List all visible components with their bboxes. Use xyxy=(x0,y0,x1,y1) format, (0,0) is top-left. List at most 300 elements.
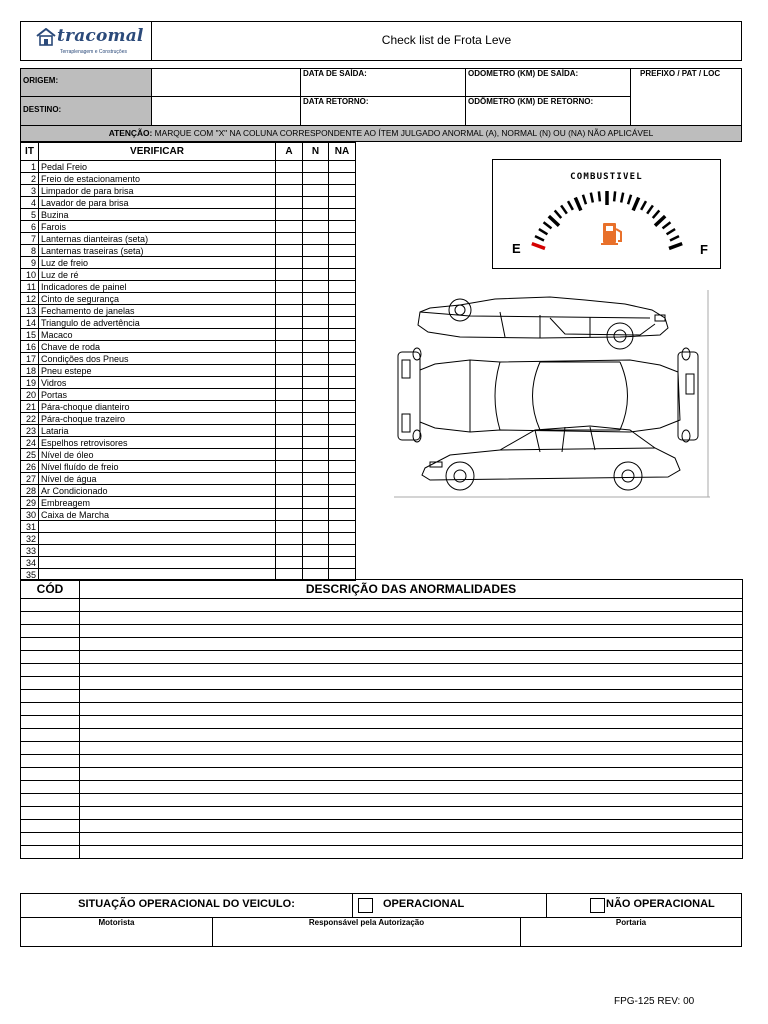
anomaly-description-cell[interactable] xyxy=(80,716,743,729)
gauge-tick xyxy=(667,229,676,234)
mark-na-cell[interactable] xyxy=(329,257,356,269)
item-label: Lavador de para brisa xyxy=(39,197,276,209)
anomaly-description-cell[interactable] xyxy=(80,625,743,638)
checklist-row xyxy=(21,305,356,317)
operacional-checkbox[interactable] xyxy=(358,898,373,913)
mark-a-cell[interactable] xyxy=(276,521,303,533)
operacional-label: OPERACIONAL xyxy=(383,898,465,910)
anomaly-description-cell[interactable] xyxy=(80,794,743,807)
item-number: 24 xyxy=(21,437,39,449)
item-label: Macaco xyxy=(39,329,276,341)
anomaly-description-cell[interactable] xyxy=(80,599,743,612)
gauge-tick xyxy=(641,201,646,210)
anomaly-description-cell[interactable] xyxy=(80,755,743,768)
anomaly-description-cell[interactable] xyxy=(80,690,743,703)
mark-n-cell[interactable] xyxy=(303,365,329,377)
anomaly-description-cell[interactable] xyxy=(80,651,743,664)
data-retorno-label: DATA RETORNO: xyxy=(303,97,369,106)
anomaly-code-cell[interactable] xyxy=(21,625,80,638)
mark-n-cell[interactable] xyxy=(303,209,329,221)
mark-n-cell[interactable] xyxy=(303,521,329,533)
item-number: 35 xyxy=(21,569,39,581)
mark-na-cell[interactable] xyxy=(329,377,356,389)
item-label: Limpador de para brisa xyxy=(39,185,276,197)
gauge-tick xyxy=(621,193,623,203)
anomaly-description-cell[interactable] xyxy=(80,638,743,651)
mark-na-cell[interactable] xyxy=(329,509,356,521)
mark-a-cell[interactable] xyxy=(276,257,303,269)
anomaly-description-cell[interactable] xyxy=(80,781,743,794)
mark-na-cell[interactable] xyxy=(329,365,356,377)
mark-na-cell[interactable] xyxy=(329,293,356,305)
origem-field[interactable] xyxy=(151,68,301,97)
situacao-label: SITUAÇÃO OPERACIONAL DO VEICULO: xyxy=(78,898,295,910)
item-number: 19 xyxy=(21,377,39,389)
origem-label: ORIGEM: xyxy=(23,76,59,85)
anomaly-row xyxy=(21,794,743,807)
mark-n-cell[interactable] xyxy=(303,245,329,257)
nao-operacional-checkbox[interactable] xyxy=(590,898,605,913)
anomaly-code-cell[interactable] xyxy=(21,716,80,729)
mark-a-cell[interactable] xyxy=(276,341,303,353)
anomaly-description-cell[interactable] xyxy=(80,833,743,846)
col-n: N xyxy=(303,143,329,161)
mark-a-cell[interactable] xyxy=(276,185,303,197)
mark-a-cell[interactable] xyxy=(276,221,303,233)
anomaly-code-cell[interactable] xyxy=(21,755,80,768)
mark-na-cell[interactable] xyxy=(329,161,356,173)
checklist-row xyxy=(21,185,356,197)
mark-n-cell[interactable] xyxy=(303,533,329,545)
mark-n-cell[interactable] xyxy=(303,173,329,185)
anomaly-description-cell[interactable] xyxy=(80,664,743,677)
mark-n-cell[interactable] xyxy=(303,293,329,305)
mark-na-cell[interactable] xyxy=(329,557,356,569)
mark-n-cell[interactable] xyxy=(303,401,329,413)
item-label: Pára-choque dianteiro xyxy=(39,401,276,413)
mark-na-cell[interactable] xyxy=(329,521,356,533)
col-descricao: DESCRIÇÃO DAS ANORMALIDADES xyxy=(80,580,743,599)
anomaly-code-cell[interactable] xyxy=(21,820,80,833)
logo-text: tracomal xyxy=(57,26,144,46)
anomaly-code-cell[interactable] xyxy=(21,807,80,820)
mark-a-cell[interactable] xyxy=(276,161,303,173)
mark-a-cell[interactable] xyxy=(276,377,303,389)
mark-a-cell[interactable] xyxy=(276,209,303,221)
checklist-row xyxy=(21,269,356,281)
portaria-label: Portaria xyxy=(615,918,647,927)
mark-a-cell[interactable] xyxy=(276,305,303,317)
item-number: 30 xyxy=(21,509,39,521)
fuel-gauge-label: COMBUSTIVEL xyxy=(570,172,643,182)
car-side-view-top xyxy=(418,297,668,349)
mark-n-cell[interactable] xyxy=(303,197,329,209)
col-it: IT xyxy=(21,143,39,161)
car-top-view xyxy=(398,348,698,442)
anomaly-row xyxy=(21,690,743,703)
item-label: Caixa de Marcha xyxy=(39,509,276,521)
checklist-header-row xyxy=(21,143,356,161)
mark-na-cell[interactable] xyxy=(329,449,356,461)
item-number: 5 xyxy=(21,209,39,221)
mark-a-cell[interactable] xyxy=(276,329,303,341)
mark-n-cell[interactable] xyxy=(303,317,329,329)
item-label: Embreagem xyxy=(39,497,276,509)
anomaly-row xyxy=(21,612,743,625)
mark-na-cell[interactable] xyxy=(329,473,356,485)
item-number: 10 xyxy=(21,269,39,281)
mark-na-cell[interactable] xyxy=(329,221,356,233)
prefixo-label: PREFIXO / PAT / LOC xyxy=(640,69,721,78)
car-side-view-bottom xyxy=(422,426,680,490)
mark-na-cell[interactable] xyxy=(329,233,356,245)
mark-a-cell[interactable] xyxy=(276,353,303,365)
mark-na-cell[interactable] xyxy=(329,269,356,281)
item-label: Lanternas dianteiras (seta) xyxy=(39,233,276,245)
checklist-row xyxy=(21,329,356,341)
mark-a-cell[interactable] xyxy=(276,233,303,245)
anomaly-code-cell[interactable] xyxy=(21,742,80,755)
checklist-row xyxy=(21,389,356,401)
mark-a-cell[interactable] xyxy=(276,545,303,557)
mark-n-cell[interactable] xyxy=(303,473,329,485)
mark-na-cell[interactable] xyxy=(329,209,356,221)
item-label: Buzina xyxy=(39,209,276,221)
item-number: 16 xyxy=(21,341,39,353)
mark-n-cell[interactable] xyxy=(303,413,329,425)
item-number: 22 xyxy=(21,413,39,425)
checklist-row xyxy=(21,497,356,509)
anomaly-code-cell[interactable] xyxy=(21,833,80,846)
mark-na-cell[interactable] xyxy=(329,497,356,509)
mark-a-cell[interactable] xyxy=(276,497,303,509)
checklist-row xyxy=(21,485,356,497)
checklist-row xyxy=(21,317,356,329)
anomaly-code-cell[interactable] xyxy=(21,664,80,677)
item-number: 7 xyxy=(21,233,39,245)
mark-n-cell[interactable] xyxy=(303,449,329,461)
anomaly-row xyxy=(21,599,743,612)
col-verificar: VERIFICAR xyxy=(39,143,276,161)
mark-a-cell[interactable] xyxy=(276,173,303,185)
anomaly-code-cell[interactable] xyxy=(21,612,80,625)
checklist-row xyxy=(21,197,356,209)
mark-a-cell[interactable] xyxy=(276,533,303,545)
col-na: NA xyxy=(329,143,356,161)
item-label: Nível de água xyxy=(39,473,276,485)
anomaly-code-cell[interactable] xyxy=(21,690,80,703)
checklist-row xyxy=(21,161,356,173)
anomaly-code-cell[interactable] xyxy=(21,781,80,794)
mark-a-cell[interactable] xyxy=(276,281,303,293)
item-number: 13 xyxy=(21,305,39,317)
checklist-row xyxy=(21,281,356,293)
anomaly-row xyxy=(21,703,743,716)
item-number: 31 xyxy=(21,521,39,533)
mark-na-cell[interactable] xyxy=(329,533,356,545)
mark-n-cell[interactable] xyxy=(303,353,329,365)
item-label: Condições dos Pneus xyxy=(39,353,276,365)
anomaly-row xyxy=(21,833,743,846)
mark-a-cell[interactable] xyxy=(276,557,303,569)
anomaly-row xyxy=(21,664,743,677)
item-number: 21 xyxy=(21,401,39,413)
anomaly-code-cell[interactable] xyxy=(21,768,80,781)
mark-a-cell[interactable] xyxy=(276,509,303,521)
mark-n-cell[interactable] xyxy=(303,485,329,497)
mark-n-cell[interactable] xyxy=(303,233,329,245)
mark-n-cell[interactable] xyxy=(303,461,329,473)
mark-a-cell[interactable] xyxy=(276,365,303,377)
mark-na-cell[interactable] xyxy=(329,461,356,473)
gauge-tick xyxy=(647,205,653,213)
mark-a-cell[interactable] xyxy=(276,449,303,461)
mark-na-cell[interactable] xyxy=(329,305,356,317)
anomaly-description-cell[interactable] xyxy=(80,612,743,625)
item-number: 23 xyxy=(21,425,39,437)
checklist-row xyxy=(21,221,356,233)
item-number: 29 xyxy=(21,497,39,509)
mark-n-cell[interactable] xyxy=(303,329,329,341)
item-number: 20 xyxy=(21,389,39,401)
item-label: Pedal Freio xyxy=(39,161,276,173)
gauge-tick xyxy=(655,216,665,226)
item-number: 17 xyxy=(21,353,39,365)
anomaly-description-cell[interactable] xyxy=(80,677,743,690)
item-label: Indicadores de painel xyxy=(39,281,276,293)
destino-field[interactable] xyxy=(151,96,301,126)
gauge-tick xyxy=(561,205,567,213)
anomaly-row xyxy=(21,755,743,768)
anomaly-code-cell[interactable] xyxy=(21,677,80,690)
fuel-full-label: F xyxy=(700,242,708,257)
item-label: Chave de roda xyxy=(39,341,276,353)
item-label: Fechamento de janelas xyxy=(39,305,276,317)
gauge-tick xyxy=(669,244,682,249)
mark-n-cell[interactable] xyxy=(303,545,329,557)
item-number: 4 xyxy=(21,197,39,209)
mark-a-cell[interactable] xyxy=(276,401,303,413)
checklist-row xyxy=(21,341,356,353)
gauge-tick xyxy=(653,210,660,218)
data-saida-label: DATA DE SAÍDA: xyxy=(303,69,367,78)
attention-text: MARQUE COM "X" NA COLUNA CORRESPONDENTE AO ÍTEM JULGADO ANORMAL (A), NORMAL (N) OU (NA) NÃO APLICÁVEL xyxy=(152,128,654,138)
anomaly-description-cell[interactable] xyxy=(80,807,743,820)
col-a: A xyxy=(276,143,303,161)
vehicle-damage-diagram xyxy=(390,290,715,502)
mark-a-cell[interactable] xyxy=(276,293,303,305)
checklist-table xyxy=(20,142,356,581)
mark-na-cell[interactable] xyxy=(329,413,356,425)
checklist-row xyxy=(21,401,356,413)
anomaly-code-cell[interactable] xyxy=(21,638,80,651)
anomaly-code-cell[interactable] xyxy=(21,794,80,807)
checklist-row xyxy=(21,461,356,473)
checklist-row xyxy=(21,437,356,449)
gauge-tick xyxy=(555,210,562,218)
mark-a-cell[interactable] xyxy=(276,413,303,425)
mark-a-cell[interactable] xyxy=(276,485,303,497)
anomaly-description-cell[interactable] xyxy=(80,742,743,755)
gauge-tick xyxy=(549,216,559,226)
mark-na-cell[interactable] xyxy=(329,185,356,197)
mark-n-cell[interactable] xyxy=(303,497,329,509)
anomaly-row xyxy=(21,625,743,638)
item-number: 6 xyxy=(21,221,39,233)
item-number: 34 xyxy=(21,557,39,569)
anomaly-code-cell[interactable] xyxy=(21,651,80,664)
item-label: Lataria xyxy=(39,425,276,437)
company-logo xyxy=(36,26,146,58)
mark-n-cell[interactable] xyxy=(303,305,329,317)
mark-na-cell[interactable] xyxy=(329,341,356,353)
anomalies-body xyxy=(21,599,743,859)
gauge-tick xyxy=(633,198,639,211)
mark-a-cell[interactable] xyxy=(276,197,303,209)
item-label: Pneu estepe xyxy=(39,365,276,377)
checklist-row xyxy=(21,365,356,377)
gauge-tick xyxy=(599,191,600,201)
mark-a-cell[interactable] xyxy=(276,437,303,449)
anomaly-description-cell[interactable] xyxy=(80,820,743,833)
logo-house-icon xyxy=(36,28,56,46)
checklist-row xyxy=(21,425,356,437)
mark-na-cell[interactable] xyxy=(329,545,356,557)
mark-a-cell[interactable] xyxy=(276,269,303,281)
anomaly-row xyxy=(21,781,743,794)
gauge-tick xyxy=(535,236,544,240)
mark-n-cell[interactable] xyxy=(303,425,329,437)
gauge-tick xyxy=(544,222,552,228)
anomaly-row xyxy=(21,768,743,781)
mark-n-cell[interactable] xyxy=(303,341,329,353)
item-number: 11 xyxy=(21,281,39,293)
checklist-row xyxy=(21,257,356,269)
mark-n-cell[interactable] xyxy=(303,437,329,449)
item-number: 3 xyxy=(21,185,39,197)
mark-n-cell[interactable] xyxy=(303,161,329,173)
item-label: Espelhos retrovisores xyxy=(39,437,276,449)
item-label: Cinto de segurança xyxy=(39,293,276,305)
mark-n-cell[interactable] xyxy=(303,221,329,233)
fuel-pump-icon xyxy=(601,223,621,245)
item-number: 26 xyxy=(21,461,39,473)
mark-a-cell[interactable] xyxy=(276,425,303,437)
checklist-row xyxy=(21,293,356,305)
checklist-row xyxy=(21,473,356,485)
mark-n-cell[interactable] xyxy=(303,389,329,401)
item-number: 32 xyxy=(21,533,39,545)
motorista-label: Motorista xyxy=(98,918,135,927)
mark-na-cell[interactable] xyxy=(329,317,356,329)
logo-subtitle: Terraplenagem e Construções xyxy=(60,49,127,55)
mark-na-cell[interactable] xyxy=(329,197,356,209)
item-label: Luz de ré xyxy=(39,269,276,281)
item-label: Ar Condicionado xyxy=(39,485,276,497)
mark-na-cell[interactable] xyxy=(329,245,356,257)
mark-n-cell[interactable] xyxy=(303,509,329,521)
anomaly-row xyxy=(21,742,743,755)
mark-na-cell[interactable] xyxy=(329,401,356,413)
anomaly-row xyxy=(21,677,743,690)
item-number: 25 xyxy=(21,449,39,461)
mark-n-cell[interactable] xyxy=(303,257,329,269)
anomaly-row xyxy=(21,729,743,742)
item-number: 2 xyxy=(21,173,39,185)
anomaly-row xyxy=(21,820,743,833)
checklist-body xyxy=(21,161,356,581)
anomaly-description-cell[interactable] xyxy=(80,703,743,716)
checklist-row xyxy=(21,545,356,557)
checklist-row xyxy=(21,533,356,545)
attention-bar xyxy=(20,125,742,142)
mark-na-cell[interactable] xyxy=(329,173,356,185)
anomaly-description-cell[interactable] xyxy=(80,846,743,859)
anomaly-description-cell[interactable] xyxy=(80,729,743,742)
mark-na-cell[interactable] xyxy=(329,485,356,497)
anomaly-code-cell[interactable] xyxy=(21,703,80,716)
item-number: 14 xyxy=(21,317,39,329)
mark-a-cell[interactable] xyxy=(276,461,303,473)
item-label: Triangulo de advertência xyxy=(39,317,276,329)
item-label: Pára-choque trazeiro xyxy=(39,413,276,425)
mark-a-cell[interactable] xyxy=(276,245,303,257)
mark-n-cell[interactable] xyxy=(303,557,329,569)
nao-operacional-label: NÃO OPERACIONAL xyxy=(606,898,715,910)
mark-na-cell[interactable] xyxy=(329,389,356,401)
mark-a-cell[interactable] xyxy=(276,317,303,329)
mark-na-cell[interactable] xyxy=(329,329,356,341)
mark-na-cell[interactable] xyxy=(329,437,356,449)
mark-a-cell[interactable] xyxy=(276,473,303,485)
item-number: 28 xyxy=(21,485,39,497)
anomaly-row xyxy=(21,846,743,859)
gauge-tick xyxy=(568,201,573,210)
mark-a-cell[interactable] xyxy=(276,389,303,401)
mark-n-cell[interactable] xyxy=(303,185,329,197)
gauge-tick xyxy=(532,244,545,249)
item-label: Nível fluído de freio xyxy=(39,461,276,473)
col-cod: CÓD xyxy=(21,580,80,599)
checklist-row xyxy=(21,377,356,389)
anomaly-description-cell[interactable] xyxy=(80,768,743,781)
anomalies-table xyxy=(20,579,743,859)
gauge-tick xyxy=(583,195,586,205)
document-title: Check list de Frota Leve xyxy=(381,33,512,47)
anomaly-code-cell[interactable] xyxy=(21,846,80,859)
anomaly-code-cell[interactable] xyxy=(21,599,80,612)
checklist-row xyxy=(21,413,356,425)
mark-na-cell[interactable] xyxy=(329,353,356,365)
item-number: 1 xyxy=(21,161,39,173)
mark-na-cell[interactable] xyxy=(329,425,356,437)
checklist-row xyxy=(21,557,356,569)
gauge-tick xyxy=(575,198,581,211)
item-number: 33 xyxy=(21,545,39,557)
checklist-row xyxy=(21,509,356,521)
item-number: 12 xyxy=(21,293,39,305)
mark-n-cell[interactable] xyxy=(303,269,329,281)
mark-na-cell[interactable] xyxy=(329,281,356,293)
gauge-tick xyxy=(539,229,548,234)
anomaly-code-cell[interactable] xyxy=(21,729,80,742)
anomaly-row xyxy=(21,716,743,729)
mark-n-cell[interactable] xyxy=(303,281,329,293)
form-code: FPG-125 REV: 00 xyxy=(614,996,695,1007)
item-number: 18 xyxy=(21,365,39,377)
mark-n-cell[interactable] xyxy=(303,377,329,389)
anomaly-row xyxy=(21,651,743,664)
